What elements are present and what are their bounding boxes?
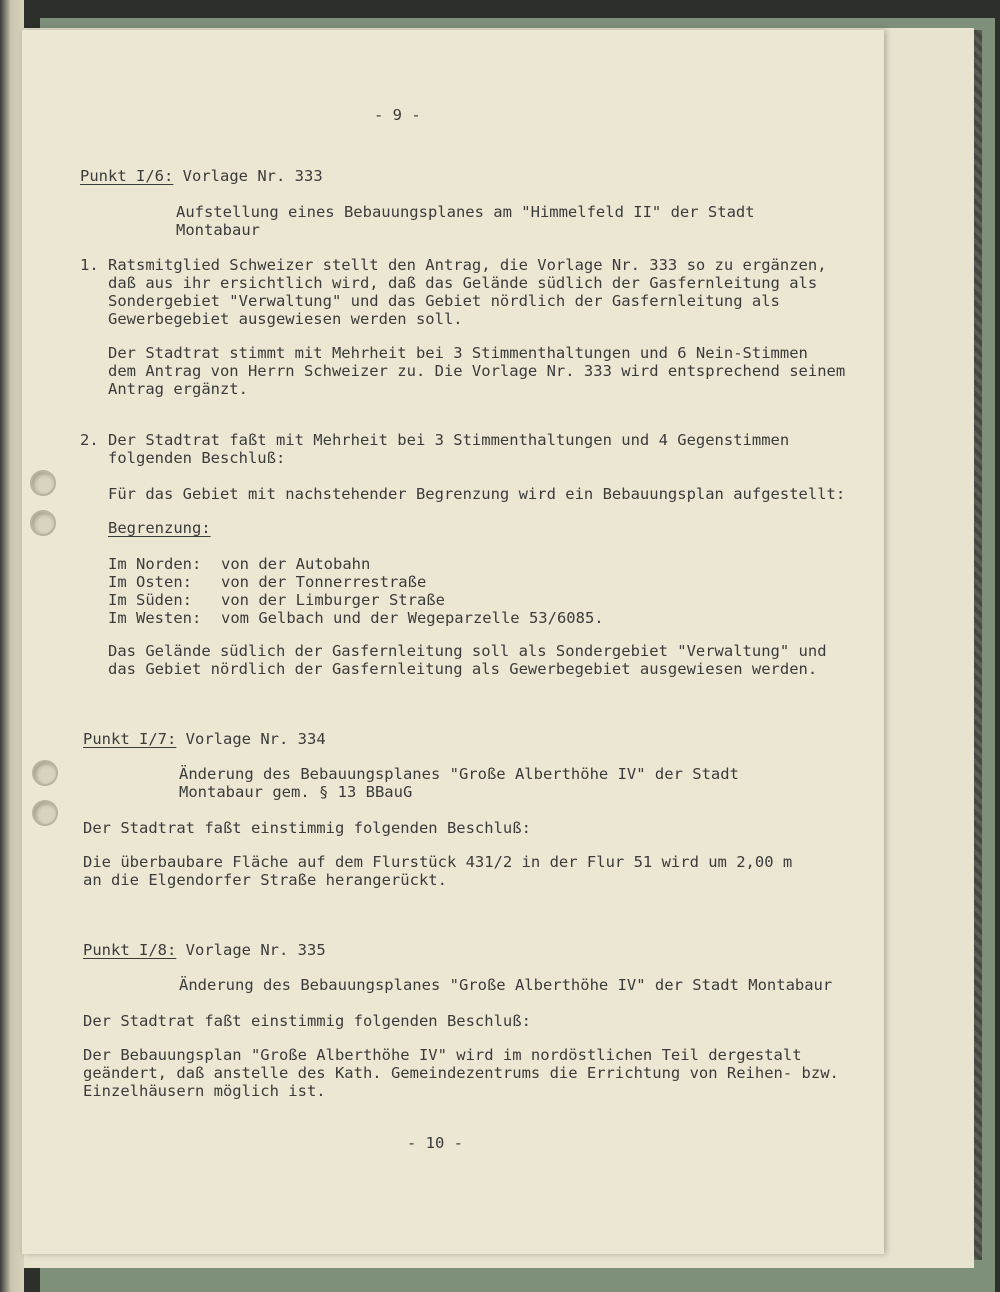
item-title-line: Montabaur <box>176 221 260 239</box>
paragraph-line: daß aus ihr ersichtlich wird, daß das Gelände südlich der Gasfernleitung als <box>80 274 818 292</box>
boundary-direction: Im Süden: <box>108 591 192 609</box>
paragraph-line: Einzelhäusern möglich ist. <box>83 1082 326 1100</box>
paragraph-line: Sondergebiet "Verwaltung" und das Gebiet nördlich der Gasfernleitung als <box>80 292 780 310</box>
binder-edge <box>0 0 24 1292</box>
boundary-description: von der Tonnerrestraße <box>221 573 427 591</box>
decision-line: Der Stadtrat faßt einstimmig folgenden Beschluß: <box>83 1012 531 1030</box>
paragraph-line: an die Elgendorfer Straße herangerückt. <box>83 871 447 889</box>
paragraph-line: Das Gelände südlich der Gasfernleitung soll als Sondergebiet "Verwaltung" und <box>80 642 827 660</box>
item-vorlage: Vorlage Nr. 335 <box>185 941 326 959</box>
paragraph-line: Die überbaubare Fläche auf dem Flurstück 431/2 in der Flur 51 wird um 2,00 m <box>83 853 793 871</box>
item-header <box>83 941 326 959</box>
boundary-description: von der Autobahn <box>221 555 371 573</box>
page-number-bottom: - 10 - <box>407 1134 463 1152</box>
boundary-direction: Im Westen: <box>108 609 202 627</box>
punch-hole <box>32 760 58 786</box>
paragraph-line: Der Bebauungsplan "Große Alberthöhe IV" wird im nordöstlichen Teil dergestalt <box>83 1046 802 1064</box>
item-label: Punkt I/8: <box>83 941 177 959</box>
item-title-line: Änderung des Bebauungsplanes "Große Alberthöhe IV" der Stadt <box>179 765 739 783</box>
item-header <box>83 730 326 748</box>
page-number-top: - 9 - <box>374 106 421 124</box>
boundary-heading: Begrenzung: <box>108 519 211 537</box>
item-title-line: Montabaur gem. § 13 BBauG <box>179 783 413 801</box>
punch-hole <box>32 800 58 826</box>
paragraph-line: folgenden Beschluß: <box>80 449 286 467</box>
decision-line: Der Stadtrat faßt einstimmig folgenden Beschluß: <box>83 819 531 837</box>
punch-hole <box>30 470 56 496</box>
boundary-direction: Im Norden: <box>108 555 202 573</box>
paragraph-line: Gewerbegebiet ausgewiesen werden soll. <box>80 310 463 328</box>
paragraph-line: das Gebiet nördlich der Gasfernleitung als Gewerbegebiet ausgewiesen werden. <box>80 660 818 678</box>
item-header <box>80 167 323 185</box>
paragraph-line: dem Antrag von Herrn Schweizer zu. Die Vorlage Nr. 333 wird entsprechend seinem <box>80 362 846 380</box>
item-label: Punkt I/6: <box>80 167 174 185</box>
item-label: Punkt I/7: <box>83 730 177 748</box>
item-vorlage: Vorlage Nr. 333 <box>182 167 323 185</box>
paragraph-line: 2. Der Stadtrat faßt mit Mehrheit bei 3 Stimmenthaltungen und 4 Gegenstimmen <box>80 431 790 449</box>
punch-hole <box>30 510 56 536</box>
paragraph-line: 1. Ratsmitglied Schweizer stellt den Antrag, die Vorlage Nr. 333 so zu ergänzen, <box>80 256 827 274</box>
item-vorlage: Vorlage Nr. 334 <box>185 730 326 748</box>
item-title-line: Änderung des Bebauungsplanes "Große Alberthöhe IV" der Stadt Montabaur <box>179 976 833 994</box>
paragraph-line: Antrag ergänzt. <box>80 380 248 398</box>
boundary-description: vom Gelbach und der Wegeparzelle 53/6085. <box>221 609 604 627</box>
item-title-line: Aufstellung eines Bebauungsplanes am "Himmelfeld II" der Stadt <box>176 203 755 221</box>
boundary-direction: Im Osten: <box>108 573 192 591</box>
document-page <box>22 30 884 1254</box>
boundary-description: von der Limburger Straße <box>221 591 445 609</box>
paragraph-line: geändert, daß anstelle des Kath. Gemeindezentrums die Errichtung von Reihen- bzw. <box>83 1064 839 1082</box>
paragraph-line: Der Stadtrat stimmt mit Mehrheit bei 3 Stimmenthaltungen und 6 Nein-Stimmen <box>80 344 808 362</box>
paragraph-line: Für das Gebiet mit nachstehender Begrenzung wird ein Bebauungsplan aufgestellt: <box>80 485 846 503</box>
